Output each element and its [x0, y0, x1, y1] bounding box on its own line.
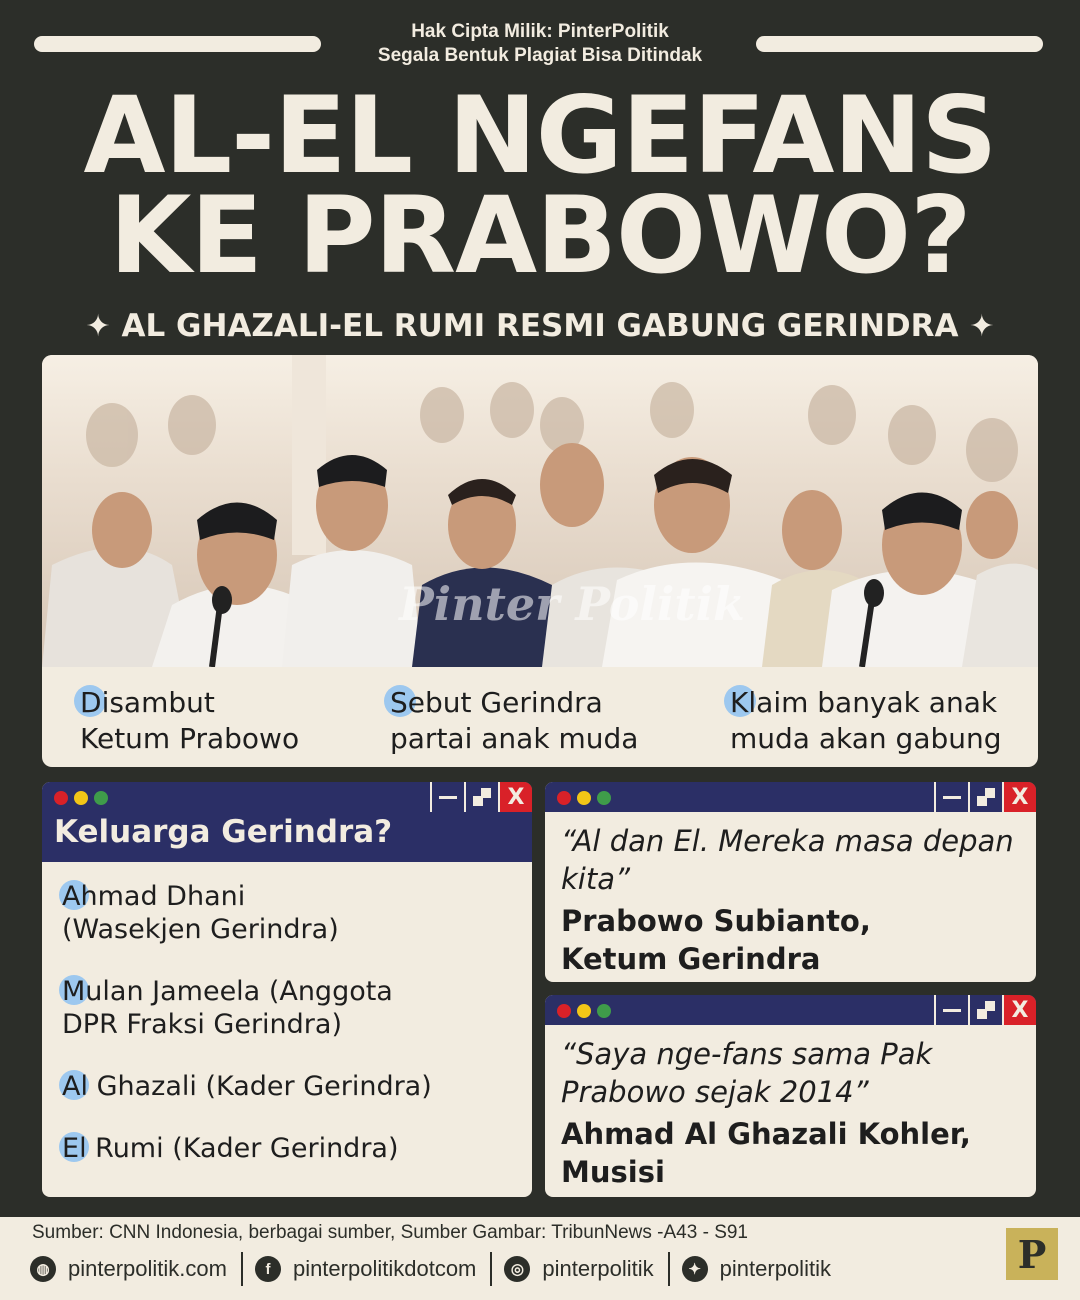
decorative-pill-left	[34, 36, 321, 52]
twitter-icon: ✦	[682, 1256, 708, 1282]
globe-icon: ◍	[30, 1256, 56, 1282]
fact-text-line2: partai anak muda	[390, 722, 639, 755]
minimize-icon	[943, 1009, 961, 1012]
red-light-icon[interactable]	[557, 791, 571, 805]
restore-button[interactable]	[464, 782, 498, 812]
item-text: hmad Dhani	[80, 881, 246, 912]
item-initial: A	[62, 1071, 81, 1102]
fact-initial: D	[80, 686, 102, 719]
quote-author	[561, 902, 1020, 978]
close-button[interactable]: X	[1002, 995, 1036, 1025]
decorative-pill-right	[756, 36, 1043, 52]
item-initial: A	[62, 881, 81, 912]
window-titlebar	[545, 782, 1036, 812]
author-role: Ketum Gerindra	[561, 942, 821, 976]
traffic-lights	[557, 791, 611, 805]
social-website[interactable]	[30, 1252, 241, 1286]
window-titlebar	[545, 995, 1036, 1025]
fact-item	[80, 685, 390, 767]
traffic-lights	[54, 791, 108, 805]
green-light-icon[interactable]	[94, 791, 108, 805]
list-item	[62, 1132, 532, 1165]
red-light-icon[interactable]	[54, 791, 68, 805]
fact-item	[730, 685, 1030, 767]
list-item	[62, 975, 532, 1041]
fact-text: ebut Gerindra	[407, 686, 603, 719]
minimize-button[interactable]	[934, 995, 968, 1025]
fact-item	[390, 685, 730, 767]
family-list	[42, 862, 532, 1165]
restore-icon	[977, 788, 995, 806]
main-title	[0, 74, 1080, 297]
quote-body	[545, 812, 1036, 978]
facebook-icon: f	[255, 1256, 281, 1282]
pinterpolitik-logo: P	[1006, 1228, 1058, 1280]
yellow-light-icon[interactable]	[577, 791, 591, 805]
restore-button[interactable]	[968, 995, 1002, 1025]
photo-watermark: Pinter Politik	[399, 577, 745, 631]
key-facts	[42, 671, 1038, 767]
quote-window-al-ghazali	[545, 995, 1036, 1197]
list-item	[62, 880, 532, 946]
item-text: ulan Jameela (Anggota	[85, 976, 393, 1007]
list-item	[62, 1070, 532, 1103]
fact-text-line2: Ketum Prabowo	[80, 722, 300, 755]
social-twitter[interactable]	[668, 1252, 845, 1286]
quote-text: “Al dan El. Mereka masa depan kita”	[561, 824, 1014, 896]
item-initial: E	[62, 1133, 80, 1164]
close-button[interactable]: X	[1002, 782, 1036, 812]
sparkle-icon: ✦	[85, 309, 111, 344]
social-label: pinterpolitikdotcom	[292, 1256, 477, 1281]
family-heading: Keluarga Gerindra?	[42, 812, 532, 862]
title-line-2: KE PRABOWO?	[109, 174, 971, 297]
minimize-icon	[439, 796, 457, 799]
subtitle-text: AL GHAZALI-EL RUMI RESMI GABUNG GERINDRA	[121, 308, 959, 344]
quote-window-prabowo	[545, 782, 1036, 982]
quote-body	[545, 1025, 1036, 1191]
author-name: Ahmad Al Ghazali Kohler,	[561, 1117, 971, 1151]
minimize-icon	[943, 796, 961, 799]
family-window	[42, 782, 532, 1197]
social-label: pinterpolitik	[542, 1256, 654, 1281]
copyright-line-2: Segala Bentuk Plagiat Bisa Ditindak	[377, 45, 703, 66]
window-controls	[934, 995, 1036, 1025]
yellow-light-icon[interactable]	[74, 791, 88, 805]
fact-initial: K	[730, 686, 749, 719]
fact-text: laim banyak anak	[748, 686, 998, 719]
author-name: Prabowo Subianto,	[561, 904, 871, 938]
window-controls	[430, 782, 532, 812]
fact-text: isambut	[101, 686, 215, 719]
window-controls	[934, 782, 1036, 812]
subtitle	[0, 306, 1080, 347]
green-light-icon[interactable]	[597, 1004, 611, 1018]
restore-icon	[473, 788, 491, 806]
item-text-line2: DPR Fraksi Gerindra)	[62, 1009, 342, 1040]
copyright-line-1: Hak Cipta Milik: PinterPolitik	[411, 21, 669, 42]
item-text: l Rumi (Kader Gerindra)	[79, 1133, 399, 1164]
fact-text-line2: muda akan gabung	[730, 722, 1002, 755]
red-light-icon[interactable]	[557, 1004, 571, 1018]
restore-button[interactable]	[968, 782, 1002, 812]
author-role: Musisi	[561, 1155, 665, 1189]
item-initial: M	[62, 976, 86, 1007]
minimize-button[interactable]	[934, 782, 968, 812]
yellow-light-icon[interactable]	[577, 1004, 591, 1018]
footer	[0, 1217, 1080, 1300]
close-button[interactable]: X	[498, 782, 532, 812]
title-line-1: AL-EL NGEFANS	[83, 74, 997, 197]
green-light-icon[interactable]	[597, 791, 611, 805]
social-label: pinterpolitik	[719, 1256, 831, 1281]
social-instagram[interactable]	[490, 1252, 667, 1286]
press-photo	[42, 355, 1038, 667]
restore-icon	[977, 1001, 995, 1019]
item-text: l Ghazali (Kader Gerindra)	[80, 1071, 432, 1102]
item-text-line2: (Wasekjen Gerindra)	[62, 914, 339, 945]
quote-text: “Saya nge-fans sama Pak Prabowo sejak 2014”	[561, 1037, 933, 1109]
minimize-button[interactable]	[430, 782, 464, 812]
sparkle-icon: ✦	[969, 309, 995, 344]
social-facebook[interactable]	[241, 1252, 490, 1286]
social-label: pinterpolitik.com	[68, 1256, 227, 1281]
instagram-icon: ◎	[504, 1256, 530, 1282]
fact-initial: S	[390, 686, 408, 719]
social-links	[30, 1252, 845, 1286]
source-credit: Sumber: CNN Indonesia, berbagai sumber, Sumber Gambar: TribunNews -A43 - S91	[32, 1222, 748, 1243]
window-titlebar	[42, 782, 532, 812]
traffic-lights	[557, 1004, 611, 1018]
quote-author	[561, 1115, 1020, 1191]
photo-card	[42, 355, 1038, 767]
